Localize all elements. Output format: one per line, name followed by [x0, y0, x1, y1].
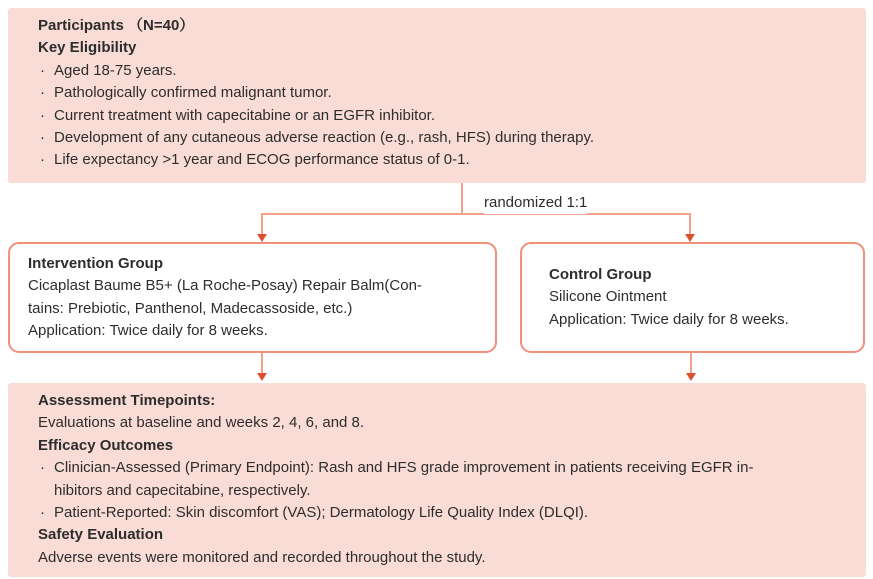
control-group-title: Control Group	[549, 265, 652, 283]
randomization-label: randomized 1:1	[484, 192, 587, 214]
participants-eligibility-box	[8, 8, 866, 183]
connector-top-vertical	[461, 183, 463, 214]
arrow-down-icon	[686, 373, 696, 381]
arrow-down-icon	[257, 234, 267, 242]
connector-horizontal	[261, 213, 691, 215]
eligibility-item-text: Development of any cutaneous adverse reaction (e.g., rash, HFS) during therapy.	[54, 129, 595, 147]
assessment-outcomes-box	[8, 383, 866, 577]
bullet-icon: ·	[40, 106, 45, 124]
eligibility-item-text: Life expectancy >1 year and ECOG performance status of 0-1.	[54, 151, 470, 169]
eligibility-item	[38, 60, 848, 82]
intervention-group-box	[8, 242, 497, 353]
eligibility-item-text: Aged 18-75 years.	[54, 61, 177, 79]
bullet-icon: ·	[40, 504, 45, 522]
safety-evaluation-heading: Safety Evaluation	[38, 526, 164, 544]
assessment-timepoints-heading: Assessment Timepoints:	[38, 392, 216, 409]
eligibility-item	[38, 82, 848, 104]
connector-left-drop	[261, 213, 263, 236]
assessment-timepoints-text: Evaluations at baseline and weeks 2, 4, 6, and 8.	[38, 414, 365, 432]
efficacy-outcomes-heading: Efficacy Outcomes	[38, 436, 174, 454]
bullet-icon: ·	[40, 459, 45, 477]
intervention-product-line2: tains: Prebiotic, Panthenol, Madecassoside, etc.)	[28, 299, 353, 317]
bullet-icon: ·	[40, 151, 45, 169]
efficacy-item-text: Clinician-Assessed (Primary Endpoint): Rash and HFS grade improvement in patients receiving EGFR in-	[54, 459, 754, 477]
eligibility-item	[38, 105, 848, 127]
intervention-group-title: Intervention Group	[28, 254, 163, 272]
key-eligibility-heading: Key Eligibility	[38, 39, 137, 57]
connector-right-drop	[689, 213, 691, 236]
efficacy-item-text: Patient-Reported: Skin discomfort (VAS); Dermatology Life Quality Index (DLQI).	[54, 504, 589, 522]
eligibility-item-text: Current treatment with capecitabine or an EGFR inhibitor.	[54, 106, 436, 124]
efficacy-item	[38, 502, 848, 524]
efficacy-item-wrap: hibitors and capecitabine, respectively.	[54, 481, 311, 499]
eligibility-item	[38, 127, 848, 149]
bullet-icon: ·	[40, 84, 45, 102]
control-group-box	[520, 242, 865, 353]
safety-evaluation-text: Adverse events were monitored and recorded throughout the study.	[38, 548, 486, 566]
eligibility-item	[38, 149, 848, 171]
bullet-icon: ·	[40, 129, 45, 147]
arrow-down-icon	[685, 234, 695, 242]
eligibility-item-text: Pathologically confirmed malignant tumor.	[54, 84, 332, 102]
intervention-product-line1: Cicaplast Baume B5+ (La Roche-Posay) Repair Balm(Con-	[28, 277, 422, 295]
connector-right-bottom	[690, 353, 692, 375]
participants-title: Participants （N=40）	[38, 17, 195, 34]
control-application: Application: Twice daily for 8 weeks.	[549, 310, 789, 328]
efficacy-item	[38, 457, 848, 479]
intervention-application: Application: Twice daily for 8 weeks.	[28, 321, 268, 339]
bullet-icon: ·	[40, 61, 45, 79]
control-product: Silicone Ointment	[549, 288, 667, 306]
connector-left-bottom	[261, 353, 263, 375]
arrow-down-icon	[257, 373, 267, 381]
